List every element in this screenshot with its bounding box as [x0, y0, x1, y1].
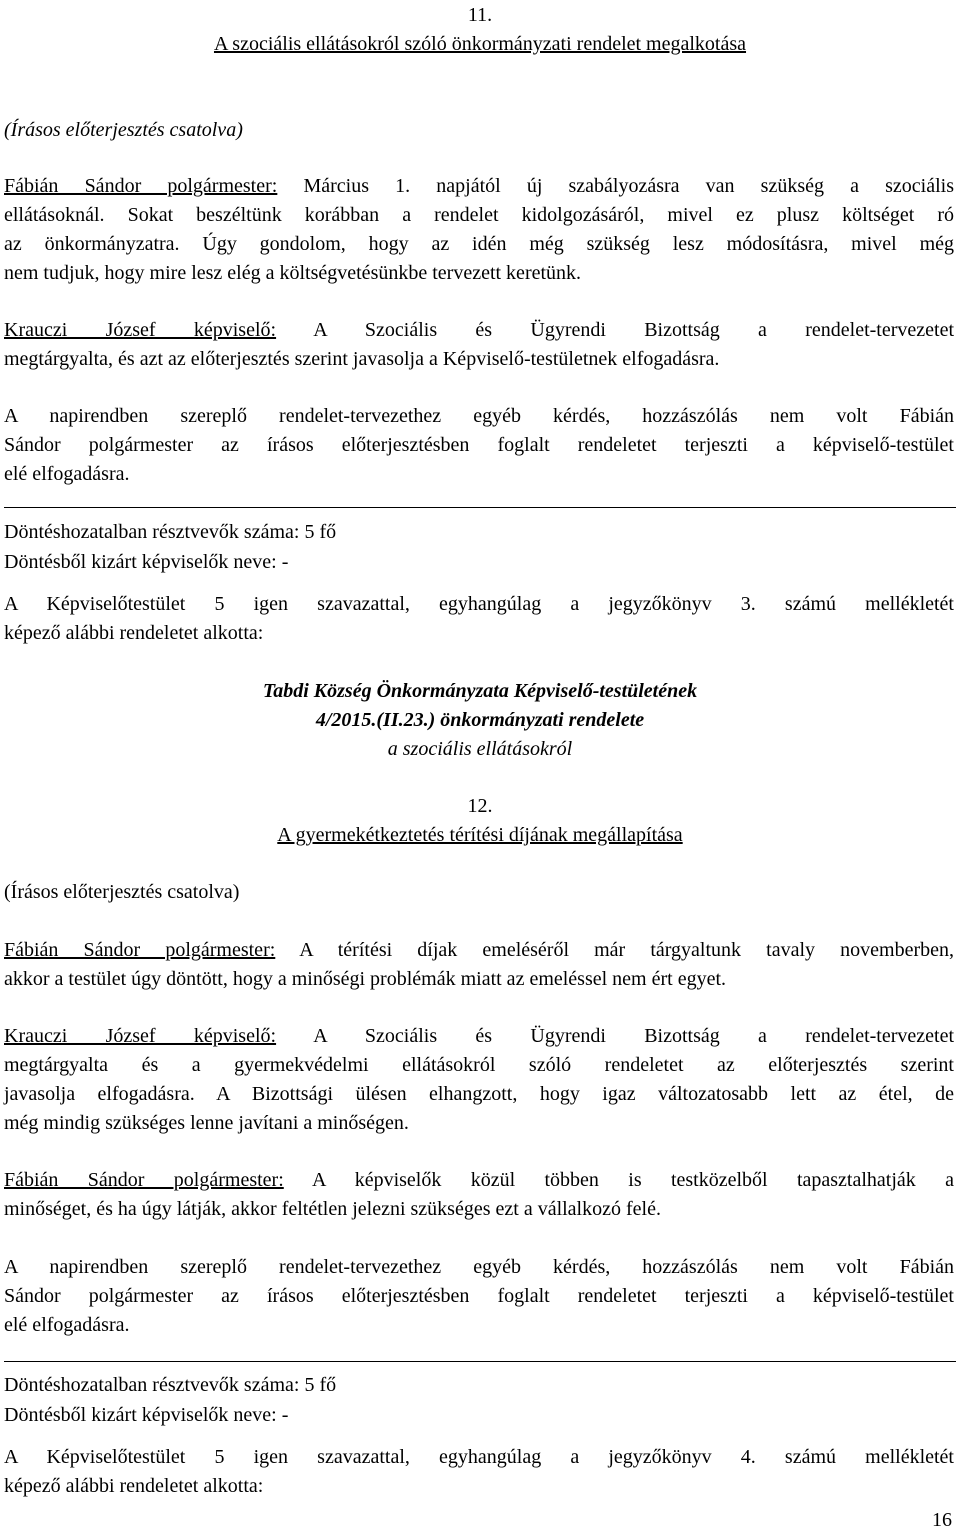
section-12-note: (Írásos előterjesztés csatolva) — [4, 881, 240, 903]
s12-excluded: Döntésből kizárt képviselők neve: - — [4, 1404, 289, 1426]
s11-p2-line1: Krauczi József képviselő: A Szociális és Ügyrendi Bizottság a rendelet-tervezetet — [4, 319, 954, 341]
decree-title: Tabdi Község Önkormányzata Képviselő-testületének — [262, 680, 698, 702]
divider-rule — [4, 507, 956, 508]
s11-p1-line1: Fábián Sándor polgármester: Március 1. napjától új szabályozásra van szükség a szociális — [4, 175, 955, 197]
decree-subject: a szociális ellátásokról — [387, 738, 573, 760]
s12-decision-participants: Döntéshozatalban résztvevők száma: 5 fő — [4, 1374, 337, 1396]
section-12-title: A gyermekétkeztetés térítési díjának megállapítása — [277, 824, 683, 846]
s11-p1-line3: az önkormányzatra. Úgy gondolom, hogy az idén még szükség lesz módosításra, mivel még — [4, 233, 954, 255]
s11-p2-line2: megtárgyalta, és azt az előterjesztés szerint javasolja a Képviselő-testületnek elfogadásra. — [4, 348, 720, 370]
s12-p3-line1: Fábián Sándor polgármester: A képviselők közül többen is testközelből tapasztalhatják a — [4, 1169, 954, 1191]
s11-p3-line1: A napirendben szereplő rendelet-tervezethez egyéb kérdés, hozzászólás nem volt Fábián — [4, 405, 954, 427]
s11-decision-participants: Döntéshozatalban résztvevők száma: 5 fő — [4, 521, 337, 543]
s11-p1-line2: ellátásoknál. Sokat beszéltünk korábban a rendelet kidolgozásáról, mivel ez plusz költséget ró — [4, 204, 954, 226]
section-11-title: A szociális ellátásokról szóló önkormányzati rendelet megalkotása — [213, 33, 747, 55]
s12-p2-line4: még mindig szükséges lenne javítani a minőségen. — [4, 1112, 409, 1134]
s12-p4-line2: Sándor polgármester az írásos előterjesztésben foglalt rendeletet terjeszti a képviselő-testület — [4, 1285, 954, 1307]
section-11-number: 11. — [467, 4, 493, 26]
speaker-label: Fábián Sándor polgármester: — [4, 1169, 284, 1191]
s12-p3-line2: minőséget, és ha úgy látják, akkor feltétlen jelezni szükséges ezt a vállalkozó felé. — [4, 1198, 661, 1220]
speaker-label: Krauczi József képviselő: — [4, 319, 277, 341]
section-11-note: (Írásos előterjesztés csatolva) — [4, 119, 243, 141]
s12-p2-line2: megtárgyalta és a gyermekvédelmi ellátásokról szóló rendeletet az előterjesztés szerint — [4, 1054, 954, 1076]
decree-number: 4/2015.(II.23.) önkormányzati rendelete — [315, 709, 645, 731]
s11-p1-line4: nem tudjuk, hogy mire lesz elég a költségvetésünkbe tervezett keretünk. — [4, 262, 582, 284]
s11-p4-line2: képező alábbi rendeletet alkotta: — [4, 622, 264, 644]
speaker-label: Fábián Sándor polgármester: — [4, 175, 278, 197]
s11-p3-line2: Sándor polgármester az írásos előterjesztésben foglalt rendeletet terjeszti a képviselő-testület — [4, 434, 954, 456]
section-12-number: 12. — [467, 795, 493, 817]
s12-p2-line3: javasolja elfogadásra. A Bizottsági ülésen elhangzott, hogy igaz változatosabb lett az étel, de — [4, 1083, 954, 1105]
s12-p2-line1: Krauczi József képviselő: A Szociális és Ügyrendi Bizottság a rendelet-tervezetet — [4, 1025, 954, 1047]
speaker-label: Fábián Sándor polgármester: — [4, 939, 276, 961]
page-number: 16 — [932, 1509, 952, 1531]
s12-p1-line1: Fábián Sándor polgármester: A térítési díjak emeléséről már tárgyaltunk tavaly novemberben, — [4, 939, 954, 961]
speaker-label: Krauczi József képviselő: — [4, 1025, 277, 1047]
s11-p4-line1: A Képviselőtestület 5 igen szavazattal, egyhangúlag a jegyzőkönyv 3. számú mellékletét — [4, 593, 954, 615]
s12-p5-line2: képező alábbi rendeletet alkotta: — [4, 1475, 264, 1497]
s11-excluded: Döntésből kizárt képviselők neve: - — [4, 551, 289, 573]
s11-p3-line3: elé elfogadásra. — [4, 463, 130, 485]
s12-p4-line1: A napirendben szereplő rendelet-tervezethez egyéb kérdés, hozzászólás nem volt Fábián — [4, 1256, 954, 1278]
s12-p5-line1: A Képviselőtestület 5 igen szavazattal, egyhangúlag a jegyzőkönyv 4. számú mellékletét — [4, 1446, 954, 1468]
s12-p4-line3: elé elfogadásra. — [4, 1314, 130, 1336]
s12-p1-line2: akkor a testület úgy döntött, hogy a minőségi problémák miatt az emeléssel nem ért egyet. — [4, 968, 727, 990]
divider-rule — [4, 1361, 956, 1362]
